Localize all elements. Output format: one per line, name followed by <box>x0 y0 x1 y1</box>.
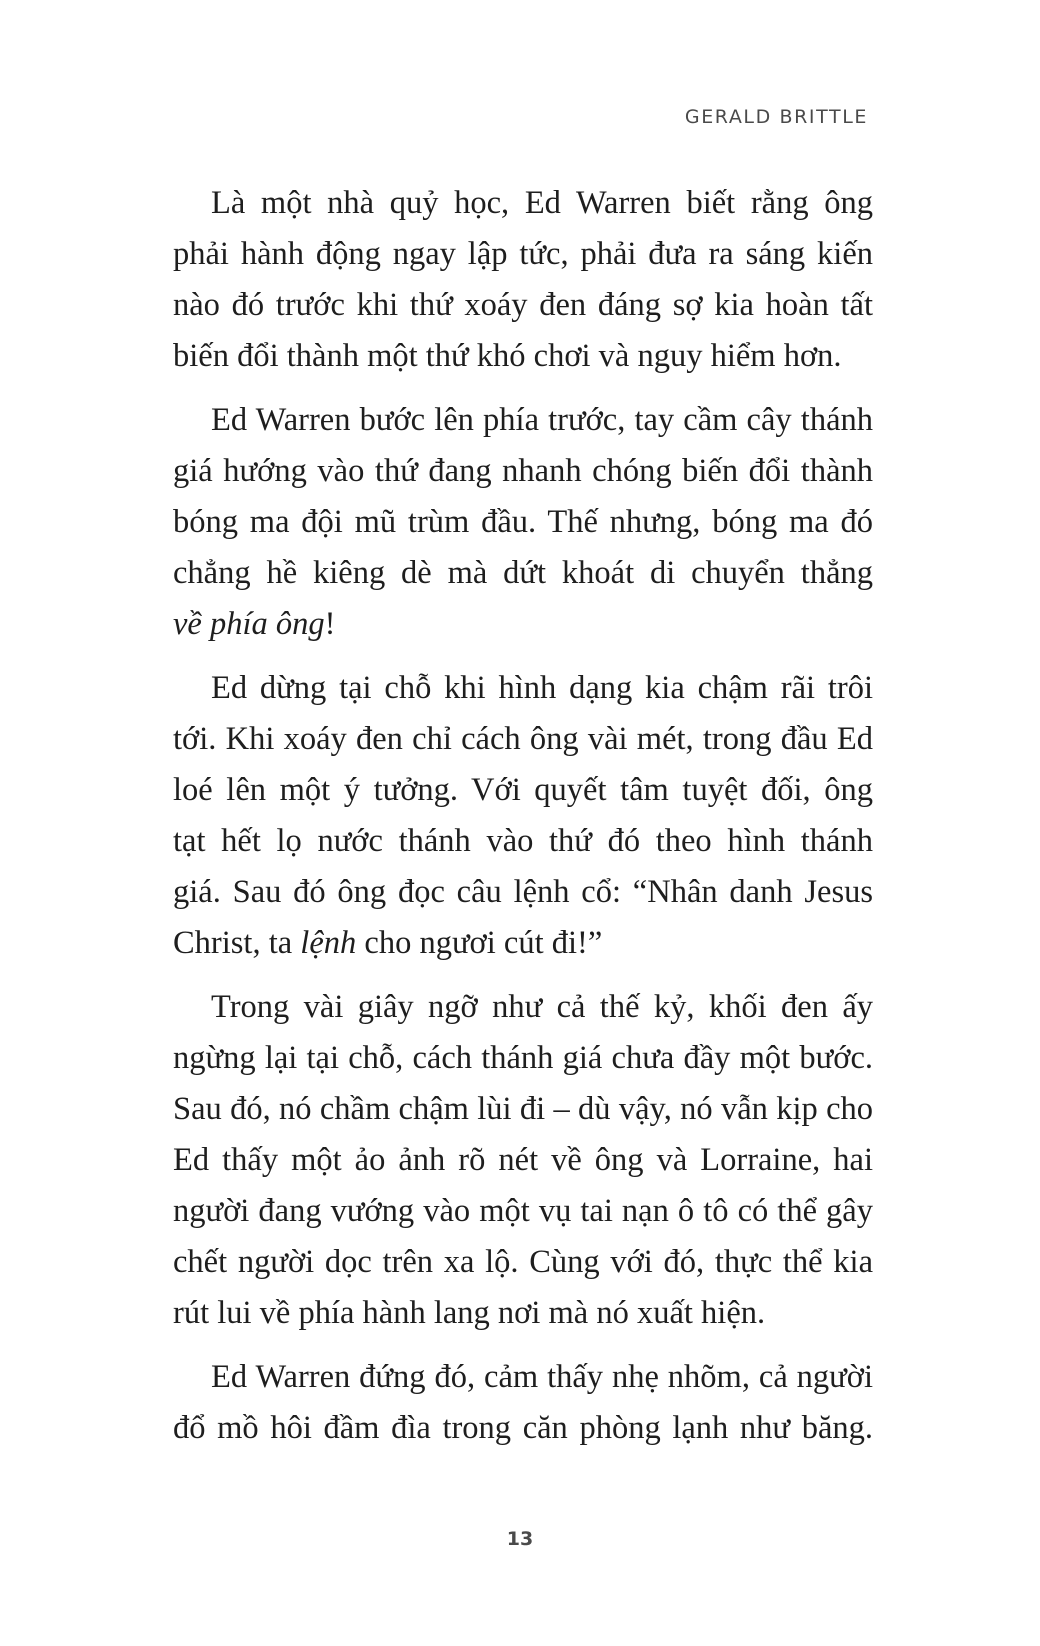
text-line: chết người dọc trên xa lộ. Cùng với đó, thực thể kia <box>173 1244 873 1280</box>
text-line: bóng ma đội mũ trùm đầu. Thế nhưng, bóng ma đó <box>173 504 873 540</box>
text-line: Sau đó, nó chầm chậm lùi đi – dù vậy, nó vẫn kịp cho <box>173 1091 873 1127</box>
text-line: Trong vài giây ngỡ như cả thế kỷ, khối đen ấy <box>211 989 873 1025</box>
text-line <box>173 599 873 650</box>
paragraph <box>173 982 873 1339</box>
text-line: Ed Warren đứng đó, cảm thấy nhẹ nhõm, cả người <box>211 1359 873 1395</box>
text-line: Ed dừng tại chỗ khi hình dạng kia chậm rãi trôi <box>211 670 873 706</box>
text-line: Ed Warren bước lên phía trước, tay cầm cây thánh <box>211 402 873 438</box>
text-line: Là một nhà quỷ học, Ed Warren biết rằng ông <box>211 185 873 221</box>
text-line: rút lui về phía hành lang nơi mà nó xuất hiện. <box>173 1295 766 1331</box>
text-line: giá hướng vào thứ đang nhanh chóng biến đổi thành <box>173 453 873 489</box>
emphasis: về phía ông <box>173 606 325 642</box>
text-line: loé lên một ý tưởng. Với quyết tâm tuyệt đối, ông <box>173 772 873 808</box>
text-line: giá. Sau đó ông đọc câu lệnh cổ: “Nhân danh Jesus <box>173 874 873 910</box>
paragraph <box>173 1352 873 1454</box>
text-line: tạt hết lọ nước thánh vào thứ đó theo hình thánh <box>173 823 873 859</box>
text-span: ! <box>324 606 336 642</box>
text-line: đổ mồ hôi đầm đìa trong căn phòng lạnh như băng. <box>173 1410 873 1446</box>
page-number: 13 <box>506 1528 534 1550</box>
text-line: biến đổi thành một thứ khó chơi và nguy hiểm hơn. <box>173 338 842 374</box>
body-text <box>173 178 873 1467</box>
text-line: phải hành động ngay lập tức, phải đưa ra sáng kiến <box>173 236 873 272</box>
text-line: nào đó trước khi thứ xoáy đen đáng sợ kia hoàn tất <box>173 287 873 323</box>
paragraph <box>173 178 873 382</box>
text-span: Christ, ta <box>173 925 301 961</box>
paragraph <box>173 663 873 969</box>
text-line: người đang vướng vào một vụ tai nạn ô tô có thể gây <box>173 1193 873 1229</box>
text-line <box>173 918 873 969</box>
text-line: ngừng lại tại chỗ, cách thánh giá chưa đầy một bước. <box>173 1040 873 1076</box>
text-span: cho ngươi cút đi!” <box>356 925 603 961</box>
text-line: Ed thấy một ảo ảnh rõ nét về ông và Lorraine, hai <box>173 1142 873 1178</box>
text-line: chẳng hề kiêng dè mà dứt khoát di chuyển thẳng <box>173 555 873 591</box>
running-head: GERALD BRITTLE <box>684 106 868 128</box>
text-line: tới. Khi xoáy đen chỉ cách ông vài mét, trong đầu Ed <box>173 721 873 757</box>
emphasis: lệnh <box>300 925 357 961</box>
paragraph <box>173 395 873 650</box>
